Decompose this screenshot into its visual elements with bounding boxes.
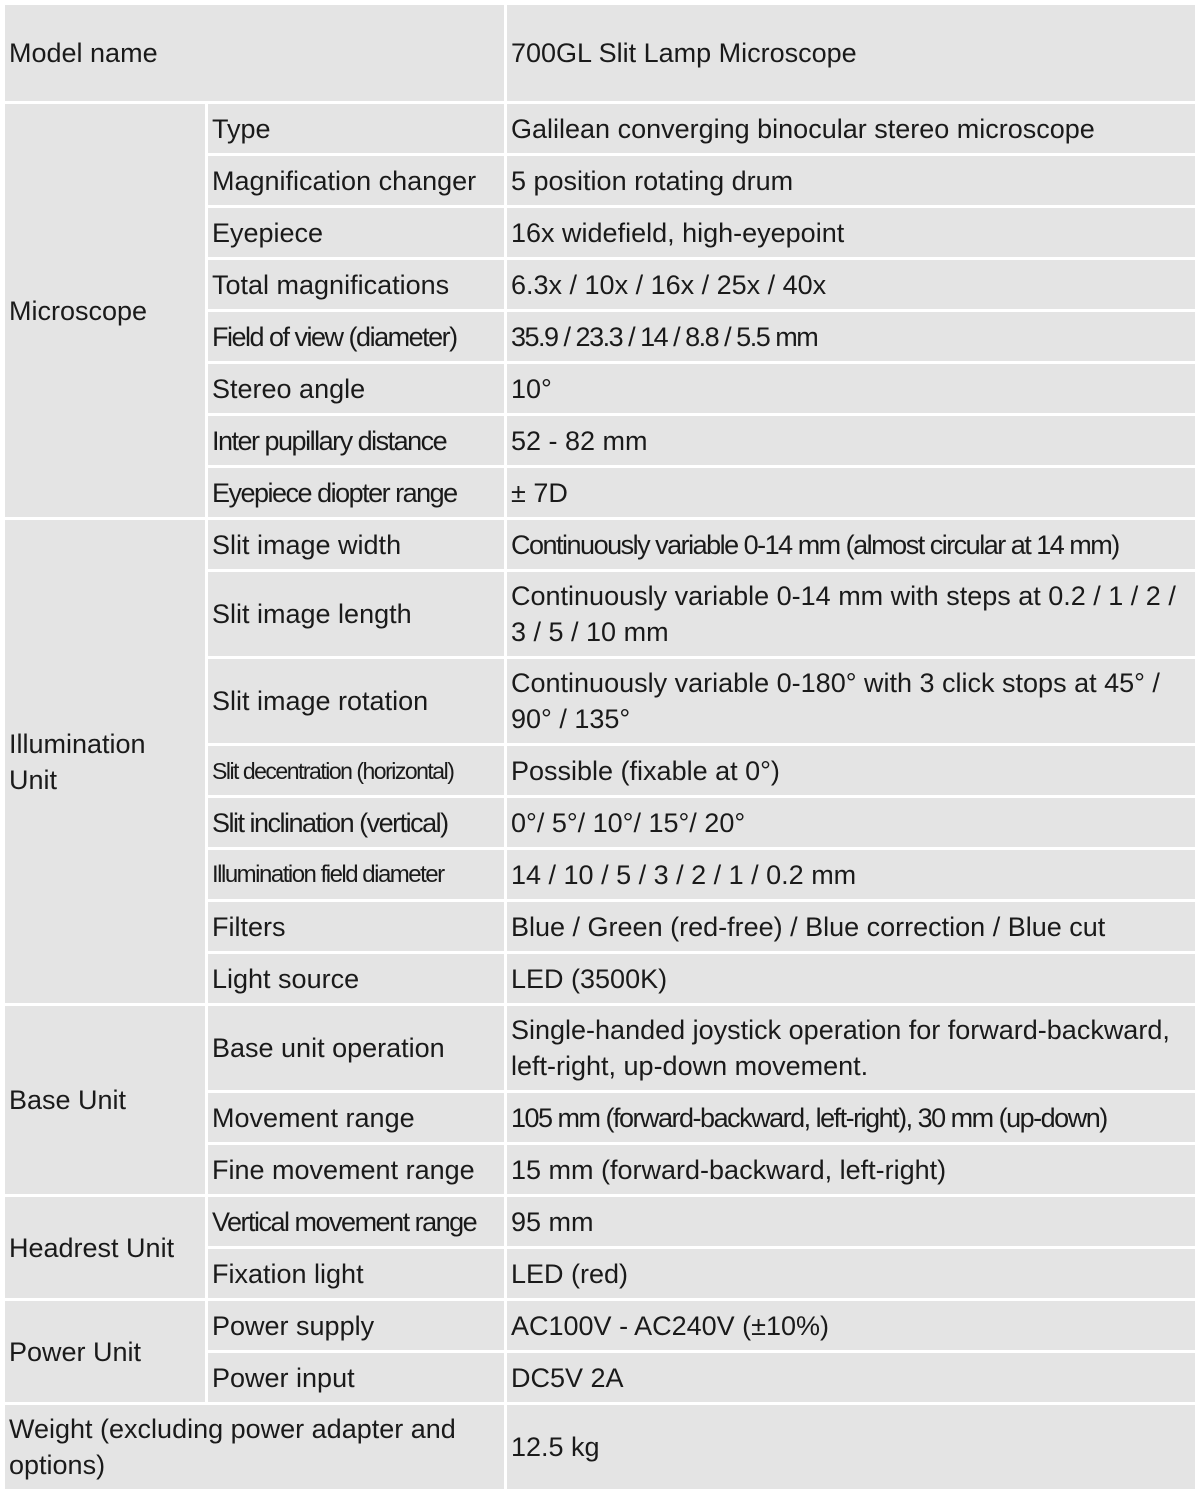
weight-row: [5, 1405, 1195, 1489]
spec-value: Continuously variable 0-180° with 3 click stops at 45° / 90° / 135°: [507, 659, 1195, 743]
table-row: [5, 1301, 1195, 1350]
spec-value: 52 - 82 mm: [507, 416, 1195, 465]
spec-label: Movement range: [208, 1093, 504, 1142]
model-label: Model name: [5, 5, 504, 101]
spec-label: Vertical movement range: [208, 1197, 504, 1246]
spec-label: Slit inclination (vertical): [208, 798, 504, 847]
spec-label: Total magnifications: [208, 260, 504, 309]
model-value: 700GL Slit Lamp Microscope: [507, 5, 1195, 101]
spec-value: AC100V - AC240V (±10%): [507, 1301, 1195, 1350]
weight-value: 12.5 kg: [507, 1405, 1195, 1489]
spec-label: Eyepiece: [208, 208, 504, 257]
spec-value: 14 / 10 / 5 / 3 / 2 / 1 / 0.2 mm: [507, 850, 1195, 899]
spec-label: Slit decentration (horizontal): [208, 746, 504, 795]
spec-value: 10°: [507, 364, 1195, 413]
category-microscope: Microscope: [5, 104, 205, 517]
spec-value: Possible (fixable at 0°): [507, 746, 1195, 795]
spec-table: [2, 2, 1198, 1492]
spec-value: LED (red): [507, 1249, 1195, 1298]
category-base-unit: Base Unit: [5, 1006, 205, 1194]
spec-value: Continuously variable 0-14 mm (almost circular at 14 mm): [507, 520, 1195, 569]
spec-label: Power input: [208, 1353, 504, 1402]
spec-value: Galilean converging binocular stereo microscope: [507, 104, 1195, 153]
table-row: [5, 1197, 1195, 1246]
category-headrest-unit: Headrest Unit: [5, 1197, 205, 1298]
spec-label: Base unit operation: [208, 1006, 504, 1090]
model-row: [5, 5, 1195, 101]
spec-value: Blue / Green (red-free) / Blue correction / Blue cut: [507, 902, 1195, 951]
spec-label: Fixation light: [208, 1249, 504, 1298]
weight-label: Weight (excluding power adapter and options): [5, 1405, 504, 1489]
table-row: [5, 104, 1195, 153]
spec-label: Filters: [208, 902, 504, 951]
spec-value: 16x widefield, high-eyepoint: [507, 208, 1195, 257]
spec-label: Eyepiece diopter range: [208, 468, 504, 517]
spec-label: Type: [208, 104, 504, 153]
spec-label: Light source: [208, 954, 504, 1003]
spec-label: Power supply: [208, 1301, 504, 1350]
category-power-unit: Power Unit: [5, 1301, 205, 1402]
spec-value: 6.3x / 10x / 16x / 25x / 40x: [507, 260, 1195, 309]
spec-value: 105 mm (forward-backward, left-right), 30 mm (up-down): [507, 1093, 1195, 1142]
spec-label: Magnification changer: [208, 156, 504, 205]
spec-value: Single-handed joystick operation for forward-backward, left-right, up-down movement.: [507, 1006, 1195, 1090]
spec-value: 15 mm (forward-backward, left-right): [507, 1145, 1195, 1194]
spec-value: 5 position rotating drum: [507, 156, 1195, 205]
spec-value: 0°/ 5°/ 10°/ 15°/ 20°: [507, 798, 1195, 847]
spec-label: Slit image width: [208, 520, 504, 569]
spec-label: Slit image rotation: [208, 659, 504, 743]
spec-value: ± 7D: [507, 468, 1195, 517]
spec-label: Fine movement range: [208, 1145, 504, 1194]
spec-value: DC5V 2A: [507, 1353, 1195, 1402]
spec-value: Continuously variable 0-14 mm with steps at 0.2 / 1 / 2 / 3 / 5 / 10 mm: [507, 572, 1195, 656]
spec-label: Illumination field diameter: [208, 850, 504, 899]
spec-label: Slit image length: [208, 572, 504, 656]
category-illumination-unit: Illumination Unit: [5, 520, 205, 1003]
spec-label: Stereo angle: [208, 364, 504, 413]
spec-value: 95 mm: [507, 1197, 1195, 1246]
spec-label: Inter pupillary distance: [208, 416, 504, 465]
spec-value: LED (3500K): [507, 954, 1195, 1003]
spec-value: 35.9 / 23.3 / 14 / 8.8 / 5.5 mm: [507, 312, 1195, 361]
spec-label: Field of view (diameter): [208, 312, 504, 361]
table-row: [5, 1006, 1195, 1090]
table-row: [5, 520, 1195, 569]
